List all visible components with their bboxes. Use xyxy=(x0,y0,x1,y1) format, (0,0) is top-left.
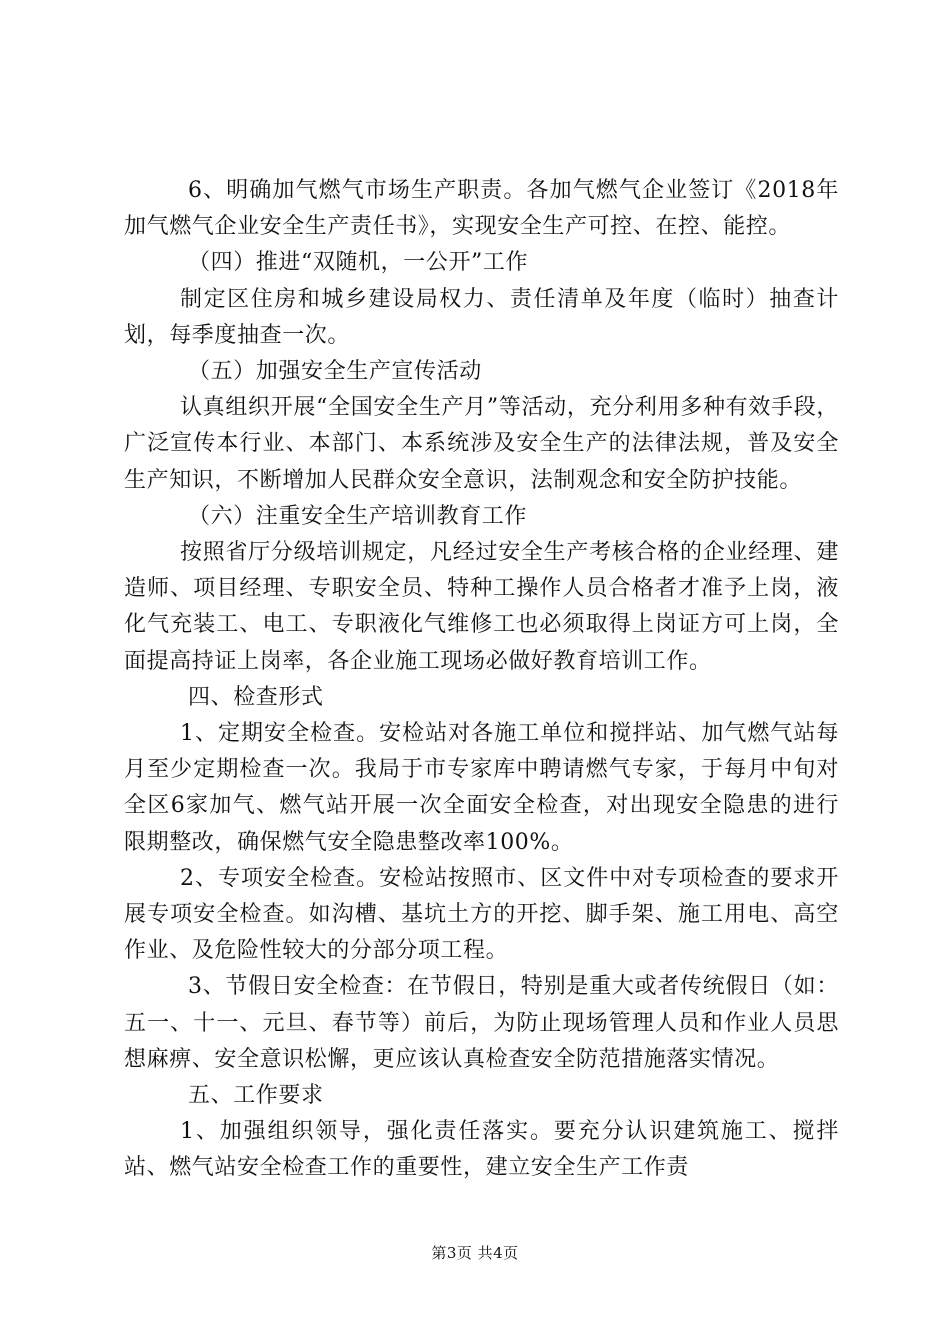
paragraph-publicity: 认真组织开展“全国安全生产月”等活动，充分利用多种有效手段，广泛宣传本行业、本部门、本系统涉及安全生产的法律法规，普及安全生产知识，不断增加人民群众安全意识，法制观念和安全防护技能。 xyxy=(124,395,839,493)
paragraph-leadership: 1、加强组织领导，强化责任落实。要充分认识建筑施工、搅拌站、燃气站安全检查工作的重要性，建立安全生产工作责 xyxy=(124,1119,839,1181)
paragraph-special-inspection: 2、专项安全检查。安检站按照市、区文件中对专项检查的要求开展专项安全检查。如沟槽、基坑土方的开挖、脚手架、施工用电、高空作业、及危险性较大的分部分项工程。 xyxy=(124,865,839,964)
page-number-footer: 第3页 共4页 xyxy=(431,1244,519,1262)
paragraph-random-inspection: 制定区住房和城乡建设局权力、责任清单及年度（临时）抽查计划，每季度抽查一次。 xyxy=(124,286,839,348)
section-heading-4: （四）推进“双随机，一公开”工作 xyxy=(188,250,529,276)
section-heading-work-requirements: 五、工作要求 xyxy=(188,1083,324,1109)
section-heading-5: （五）加强安全生产宣传活动 xyxy=(188,359,482,385)
paragraph-training: 按照省厅分级培训规定，凡经过安全生产考核合格的企业经理、建造师、项目经理、专职安全员、特种工操作人员合格者才准予上岗，液化气充装工、电工、专职液化气维修工也必须取得上岗证方可上岗，全面提高持证上岗率，各企业施工现场必做好教育培训工作。 xyxy=(124,540,839,674)
paragraph-responsibility: 6、明确加气燃气市场生产职责。各加气燃气企业签订《2018年加气燃气企业安全生产责任书》，实现安全生产可控、在控、能控。 xyxy=(124,178,839,240)
document-body xyxy=(124,173,839,1187)
section-heading-6: （六）注重安全生产培训教育工作 xyxy=(188,503,528,529)
paragraph-regular-inspection: 1、定期安全检查。安检站对各施工单位和搅拌站、加气燃气站每月至少定期检查一次。我局于市专家库中聘请燃气专家，于每月中旬对全区6家加气、燃气站开展一次全面安全检查，对出现安全隐患的进行限期整改，确保燃气安全隐患整改率100%。 xyxy=(124,721,839,855)
section-heading-inspection-forms: 四、检查形式 xyxy=(188,684,324,710)
paragraph-holiday-inspection: 3、节假日安全检查：在节假日，特别是重大或者传统假日（如：五一、十一、元旦、春节等）前后，为防止现场管理人员和作业人员思想麻痹、安全意识松懈，更应该认真检查安全防范措施落实情况。 xyxy=(124,974,839,1072)
